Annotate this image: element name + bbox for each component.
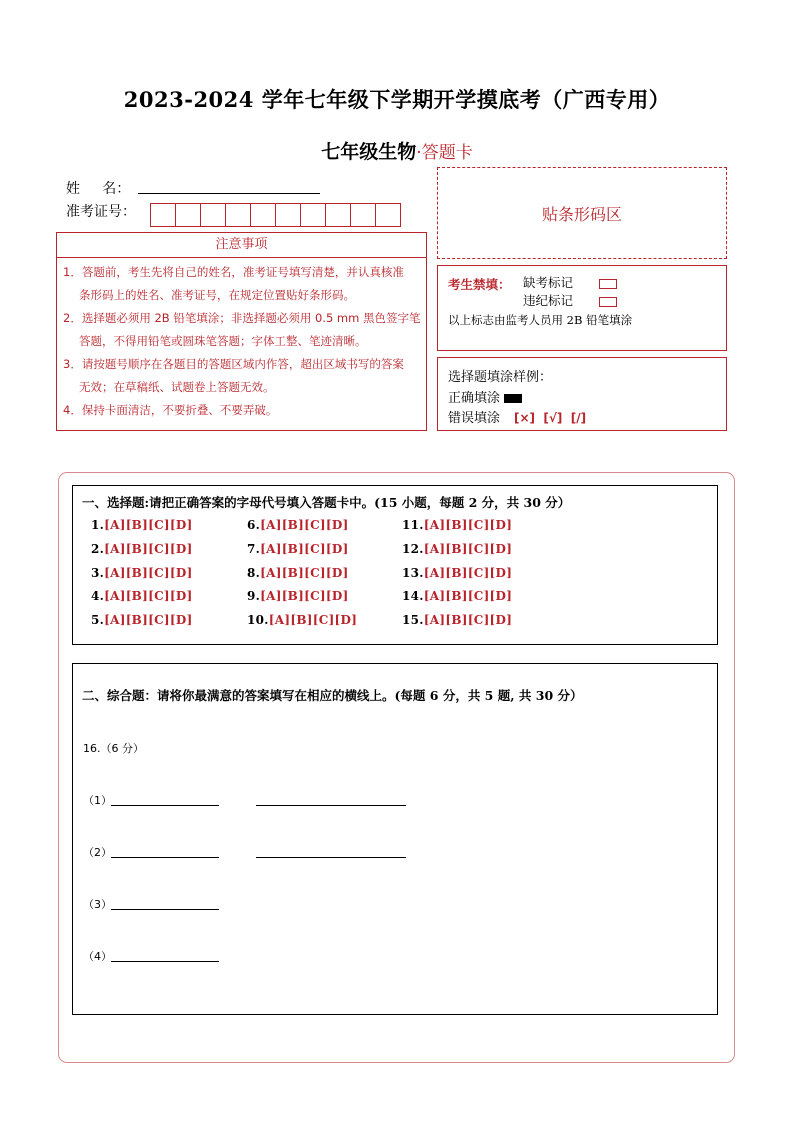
id-digit-box[interactable] bbox=[300, 203, 326, 227]
answer-line[interactable] bbox=[256, 857, 406, 858]
choice-question[interactable] bbox=[91, 518, 193, 532]
choice-question[interactable] bbox=[247, 542, 349, 556]
choice-question[interactable] bbox=[402, 613, 512, 627]
question-number: 7. bbox=[247, 542, 261, 556]
id-digit-box[interactable] bbox=[225, 203, 251, 227]
sample-wrong: 错误填涂 [×] [√] [/] bbox=[448, 411, 587, 426]
question-number: 15. bbox=[402, 613, 424, 627]
choice-options[interactable]: [A][B][C][D] bbox=[104, 542, 193, 556]
question-number: 2. bbox=[91, 542, 105, 556]
choice-options[interactable]: [A][B][C][D] bbox=[423, 542, 513, 556]
section1-title: 一、选择题:请把正确答案的字母代号填入答题卡中。(15 小题，每题 2 分，共 30 分） bbox=[82, 495, 571, 510]
violation-mark-row: 违纪标记 bbox=[523, 291, 617, 309]
choice-question[interactable] bbox=[91, 542, 193, 556]
forbid-label: 考生禁填： bbox=[448, 277, 511, 292]
answer-line[interactable] bbox=[256, 805, 406, 806]
choice-options[interactable]: [A][B][C][D] bbox=[260, 542, 349, 556]
question-number: 4. bbox=[91, 589, 105, 603]
forbid-note: 以上标志由监考人员用 2B 铅笔填涂 bbox=[448, 313, 633, 327]
question-number: 11. bbox=[402, 518, 424, 532]
id-digit-box[interactable] bbox=[325, 203, 351, 227]
id-digit-box[interactable] bbox=[150, 203, 176, 227]
exam-id-boxes[interactable] bbox=[151, 203, 401, 227]
choice-options[interactable]: [A][B][C][D] bbox=[260, 518, 349, 532]
part-2-label: （2） bbox=[83, 846, 112, 859]
choice-options[interactable]: [A][B][C][D] bbox=[423, 589, 513, 603]
notice-item: 4．保持卡面清洁，不要折叠、不要弄破。 bbox=[63, 403, 278, 417]
answer-line[interactable] bbox=[111, 961, 219, 962]
choice-options[interactable]: [A][B][C][D] bbox=[104, 566, 193, 580]
subtitle-answer-card: 答题卡 bbox=[421, 143, 473, 163]
choice-question[interactable] bbox=[247, 613, 357, 627]
choice-question[interactable] bbox=[247, 589, 349, 603]
question-number: 12. bbox=[402, 542, 424, 556]
choice-question[interactable] bbox=[91, 613, 193, 627]
answer-line[interactable] bbox=[111, 857, 219, 858]
choice-question[interactable] bbox=[402, 566, 512, 580]
question-number: 5. bbox=[91, 613, 105, 627]
choice-question[interactable] bbox=[402, 542, 512, 556]
choice-options[interactable]: [A][B][C][D] bbox=[104, 613, 193, 627]
barcode-area bbox=[437, 167, 727, 259]
part-3-label: （3） bbox=[83, 898, 112, 911]
id-digit-box[interactable] bbox=[250, 203, 276, 227]
section-comprehensive bbox=[72, 663, 718, 1015]
question-16-label: 16.（6 分） bbox=[83, 742, 144, 755]
choice-options[interactable]: [A][B][C][D] bbox=[104, 589, 193, 603]
question-number: 14. bbox=[402, 589, 424, 603]
choice-options[interactable]: [A][B][C][D] bbox=[260, 566, 349, 580]
id-digit-box[interactable] bbox=[275, 203, 301, 227]
question-number: 8. bbox=[247, 566, 261, 580]
name-label: 姓 名： bbox=[66, 181, 131, 197]
question-number: 1. bbox=[91, 518, 105, 532]
sample-title: 选择题填涂样例： bbox=[448, 370, 553, 385]
absent-mark-row: 缺考标记 bbox=[523, 273, 617, 291]
subtitle-dot: · bbox=[416, 143, 422, 163]
choice-options[interactable]: [A][B][C][D] bbox=[423, 518, 513, 532]
question-number: 10. bbox=[247, 613, 269, 627]
barcode-label: 贴条形码区 bbox=[541, 204, 622, 224]
question-number: 13. bbox=[402, 566, 424, 580]
name-field[interactable] bbox=[138, 193, 320, 194]
question-number: 6. bbox=[247, 518, 261, 532]
page-title: 2023-2024 学年七年级下学期开学摸底考（广西专用） bbox=[123, 87, 671, 112]
subtitle-main: 七年级生物 bbox=[321, 141, 417, 163]
sample-correct: 正确填涂 bbox=[448, 387, 522, 406]
choice-options[interactable]: [A][B][C][D] bbox=[423, 566, 513, 580]
choice-question[interactable] bbox=[91, 566, 193, 580]
notice-item: 2．选择题必须用 2B 铅笔填涂；非选择题必须用 0.5 mm 黑色签字笔 答题，不得用铅笔或圆珠笔答题；字体工整、笔迹清晰。 bbox=[63, 311, 421, 348]
violation-mark-box[interactable] bbox=[599, 297, 617, 307]
section-multiple-choice bbox=[72, 485, 718, 645]
section2-title: 二、综合题：请将你最满意的答案填写在相应的横线上。(每题 6 分，共 5 题, 共 30 分） bbox=[82, 688, 583, 703]
page-subtitle bbox=[0, 137, 794, 164]
question-number: 9. bbox=[247, 589, 261, 603]
choice-options[interactable]: [A][B][C][D] bbox=[423, 613, 513, 627]
choice-question[interactable] bbox=[402, 589, 512, 603]
notice-item: 1．答题前，考生先将自己的姓名，准考证号填写清楚，并认真核准 条形码上的姓名、准考证号，在规定位置贴好条形码。 bbox=[63, 265, 404, 302]
choice-question[interactable] bbox=[91, 589, 193, 603]
choice-options[interactable]: [A][B][C][D] bbox=[104, 518, 193, 532]
choice-question[interactable] bbox=[402, 518, 512, 532]
notice-box bbox=[56, 232, 427, 431]
absent-mark-box[interactable] bbox=[599, 279, 617, 289]
id-digit-box[interactable] bbox=[375, 203, 401, 227]
answer-line[interactable] bbox=[111, 805, 219, 806]
fill-sample-box bbox=[437, 357, 727, 431]
exam-id-label: 准考证号： bbox=[66, 204, 136, 220]
filled-mark-icon bbox=[504, 394, 522, 403]
answer-line[interactable] bbox=[111, 909, 219, 910]
choice-options[interactable]: [A][B][C][D] bbox=[268, 613, 358, 627]
notice-item: 3．请按题号顺序在各题目的答题区域内作答，超出区域书写的答案 无效；在草稿纸、试题卷上答题无效。 bbox=[63, 357, 404, 394]
question-number: 3. bbox=[91, 566, 105, 580]
part-1-label: （1） bbox=[83, 794, 112, 807]
part-4-label: （4） bbox=[83, 950, 112, 963]
invigilator-area bbox=[437, 265, 727, 351]
choice-question[interactable] bbox=[247, 566, 349, 580]
choice-question[interactable] bbox=[247, 518, 349, 532]
id-digit-box[interactable] bbox=[350, 203, 376, 227]
notice-title: 注意事项 bbox=[57, 233, 426, 258]
choice-options[interactable]: [A][B][C][D] bbox=[260, 589, 349, 603]
id-digit-box[interactable] bbox=[175, 203, 201, 227]
id-digit-box[interactable] bbox=[200, 203, 226, 227]
